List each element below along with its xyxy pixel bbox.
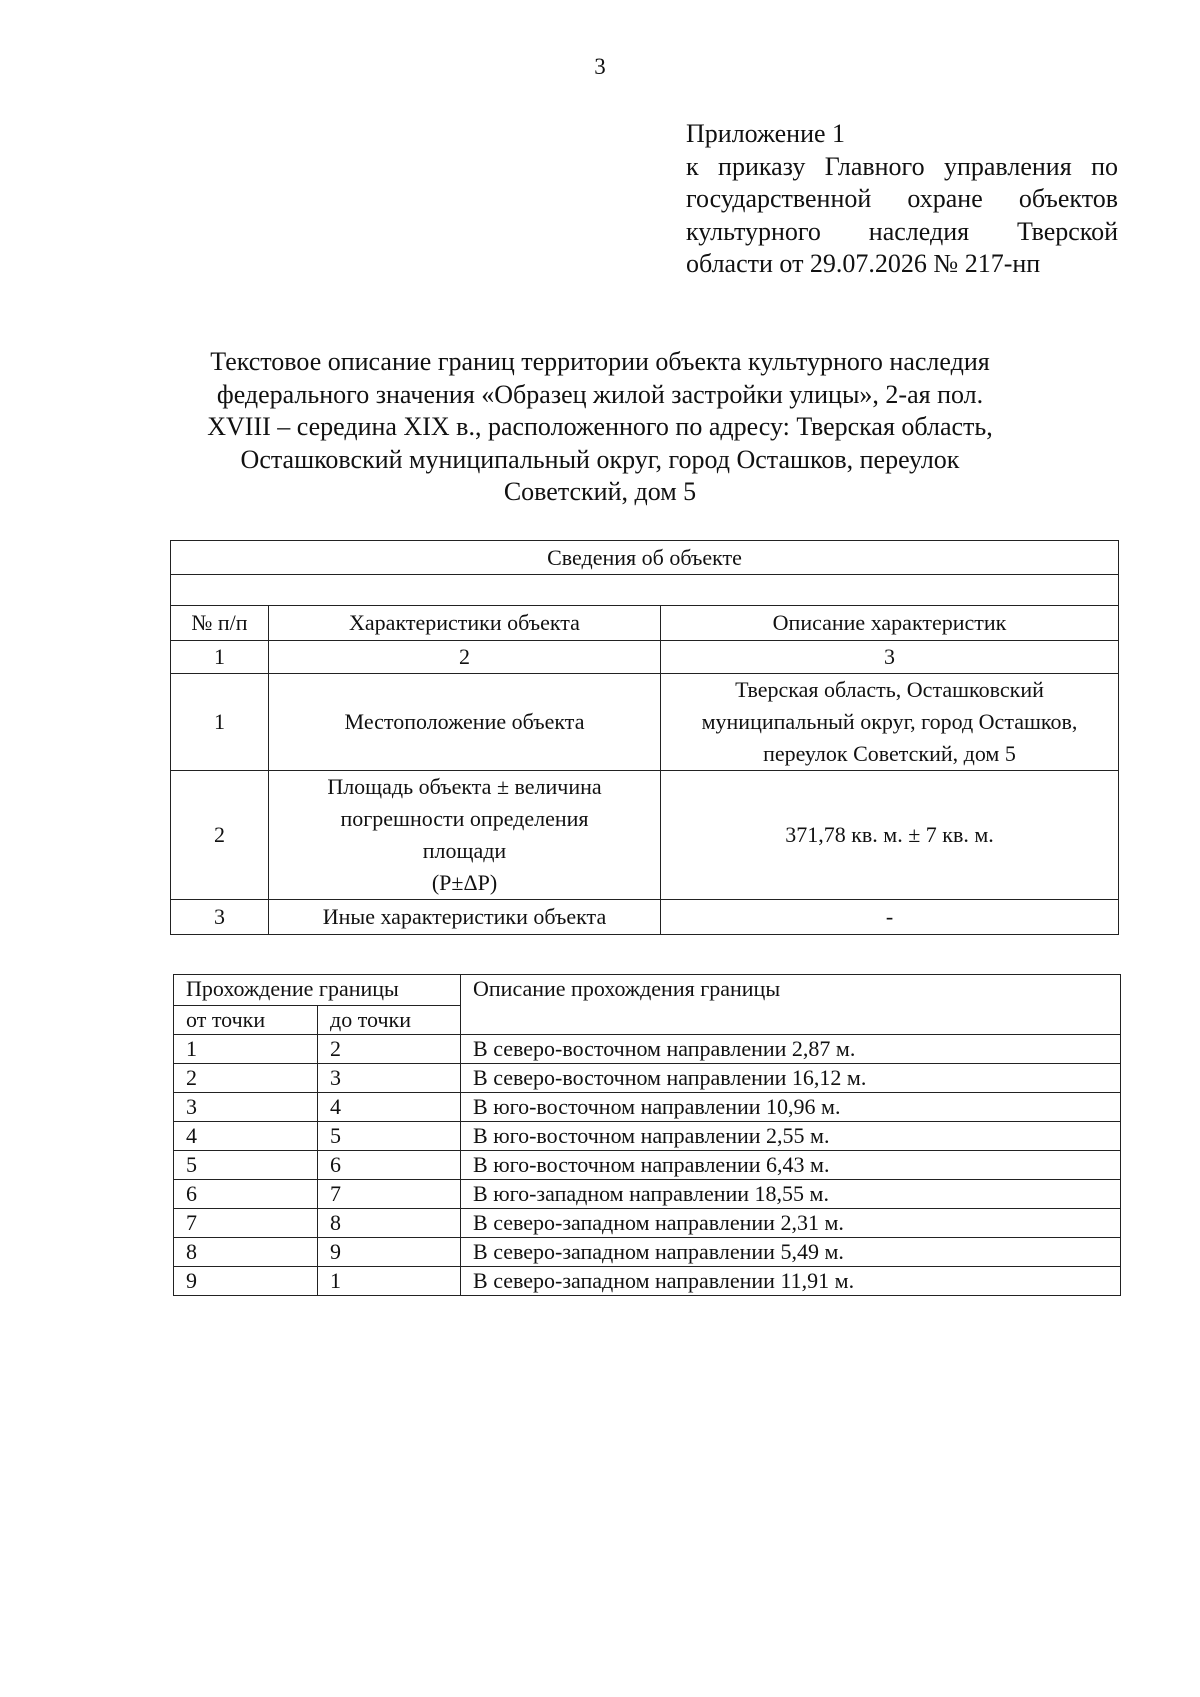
description-header: Описание прохождения границы <box>461 975 1121 1035</box>
title-line: XVIII – середина XIX в., расположенного по адресу: Тверская область, <box>207 412 993 441</box>
description-cell: В северо-западном направлении 2,31 м. <box>461 1209 1121 1238</box>
column-header-characteristic: Характеристики объекта <box>269 606 661 641</box>
to-point-cell: 5 <box>318 1122 461 1151</box>
description-cell <box>661 900 1119 935</box>
from-point-cell: 4 <box>174 1122 318 1151</box>
cell-line: муниципальный округ, город Осташков, <box>701 709 1078 734</box>
from-point-header: от точки <box>174 1006 318 1035</box>
description-cell <box>661 771 1119 900</box>
to-point-cell: 9 <box>318 1238 461 1267</box>
table-row <box>174 1035 1121 1064</box>
appendix-line: Приложение 1 <box>686 119 846 148</box>
description-cell: В юго-восточном направлении 2,55 м. <box>461 1122 1121 1151</box>
cell-line: Площадь объекта ± величина <box>327 774 602 799</box>
from-point-cell: 8 <box>174 1238 318 1267</box>
column-number: 3 <box>661 641 1119 674</box>
title-line: федерального значения «Образец жилой застройки улицы», 2-ая пол. <box>216 379 984 409</box>
table-row <box>174 1151 1121 1180</box>
table-header-row <box>174 975 1121 1006</box>
to-point-cell: 7 <box>318 1180 461 1209</box>
appendix-line: государственной охране объектов <box>686 184 1118 213</box>
table-row <box>171 900 1119 935</box>
cell-line: 371,78 кв. м. ± 7 кв. м. <box>785 822 994 847</box>
column-header-number: № п/п <box>171 606 269 641</box>
characteristic-cell <box>269 900 661 935</box>
description-cell <box>661 674 1119 771</box>
title-line: Советский, дом 5 <box>503 477 697 506</box>
empty-row <box>171 575 1119 606</box>
title-line: Осташковский муниципальный округ, город Осташков, переулок <box>240 444 960 474</box>
cell-line: Местоположение объекта <box>344 709 585 734</box>
from-point-cell: 7 <box>174 1209 318 1238</box>
description-cell: В северо-западном направлении 5,49 м. <box>461 1238 1121 1267</box>
appendix-line: к приказу Главного управления по <box>686 151 1118 181</box>
table-caption-row <box>171 541 1119 575</box>
to-point-cell: 6 <box>318 1151 461 1180</box>
column-number: 2 <box>269 641 661 674</box>
document-title <box>150 346 1050 509</box>
page-number: 3 <box>594 54 606 79</box>
to-point-cell: 3 <box>318 1064 461 1093</box>
from-point-cell: 5 <box>174 1151 318 1180</box>
table-row <box>171 771 1119 900</box>
from-point-cell: 2 <box>174 1064 318 1093</box>
characteristic-cell <box>269 674 661 771</box>
cell-line: погрешности определения <box>340 806 589 831</box>
description-cell: В юго-западном направлении 18,55 м. <box>461 1180 1121 1209</box>
description-cell: В северо-западном направлении 11,91 м. <box>461 1267 1121 1296</box>
description-cell: В северо-восточном направлении 16,12 м. <box>461 1064 1121 1093</box>
from-point-cell: 9 <box>174 1267 318 1296</box>
title-line: Текстовое описание границ территории объекта культурного наследия <box>210 347 990 376</box>
table-row <box>174 1267 1121 1296</box>
description-cell: В юго-восточном направлении 6,43 м. <box>461 1151 1121 1180</box>
table-row <box>174 1209 1121 1238</box>
from-point-cell: 1 <box>174 1035 318 1064</box>
to-point-cell: 8 <box>318 1209 461 1238</box>
description-cell: В юго-восточном направлении 10,96 м. <box>461 1093 1121 1122</box>
table-caption: Сведения об объекте <box>171 541 1119 575</box>
empty-cell <box>171 575 1119 606</box>
appendix-header <box>686 118 1118 281</box>
column-number: 1 <box>171 641 269 674</box>
cell-line: переулок Советский, дом 5 <box>763 741 1016 766</box>
table-row <box>174 1064 1121 1093</box>
row-number: 1 <box>171 674 269 771</box>
boundary-table <box>173 974 1121 1296</box>
characteristic-cell <box>269 771 661 900</box>
from-point-cell: 3 <box>174 1093 318 1122</box>
cell-line: - <box>885 904 894 929</box>
cell-line: Иные характеристики объекта <box>322 904 607 929</box>
appendix-line: культурного наследия Тверской <box>686 216 1118 246</box>
table-row <box>171 674 1119 771</box>
table-row <box>174 1093 1121 1122</box>
to-point-cell: 4 <box>318 1093 461 1122</box>
cell-line: площади <box>422 838 507 863</box>
from-point-cell: 6 <box>174 1180 318 1209</box>
column-numbering-row <box>171 641 1119 674</box>
table-row <box>174 1238 1121 1267</box>
to-point-header: до точки <box>318 1006 461 1035</box>
cell-line: Тверская область, Осташковский <box>735 677 1044 702</box>
to-point-cell: 1 <box>318 1267 461 1296</box>
row-number: 2 <box>171 771 269 900</box>
table-header-row <box>171 606 1119 641</box>
column-header-description: Описание характеристик <box>661 606 1119 641</box>
appendix-line: области от 29.07.2026 № 217-нп <box>686 249 1041 278</box>
cell-line: (Р±ΔР) <box>431 870 498 895</box>
object-info-table <box>170 540 1119 935</box>
passage-header: Прохождение границы <box>174 975 461 1006</box>
table-row <box>174 1180 1121 1209</box>
row-number: 3 <box>171 900 269 935</box>
to-point-cell: 2 <box>318 1035 461 1064</box>
table-row <box>174 1122 1121 1151</box>
description-cell: В северо-восточном направлении 2,87 м. <box>461 1035 1121 1064</box>
